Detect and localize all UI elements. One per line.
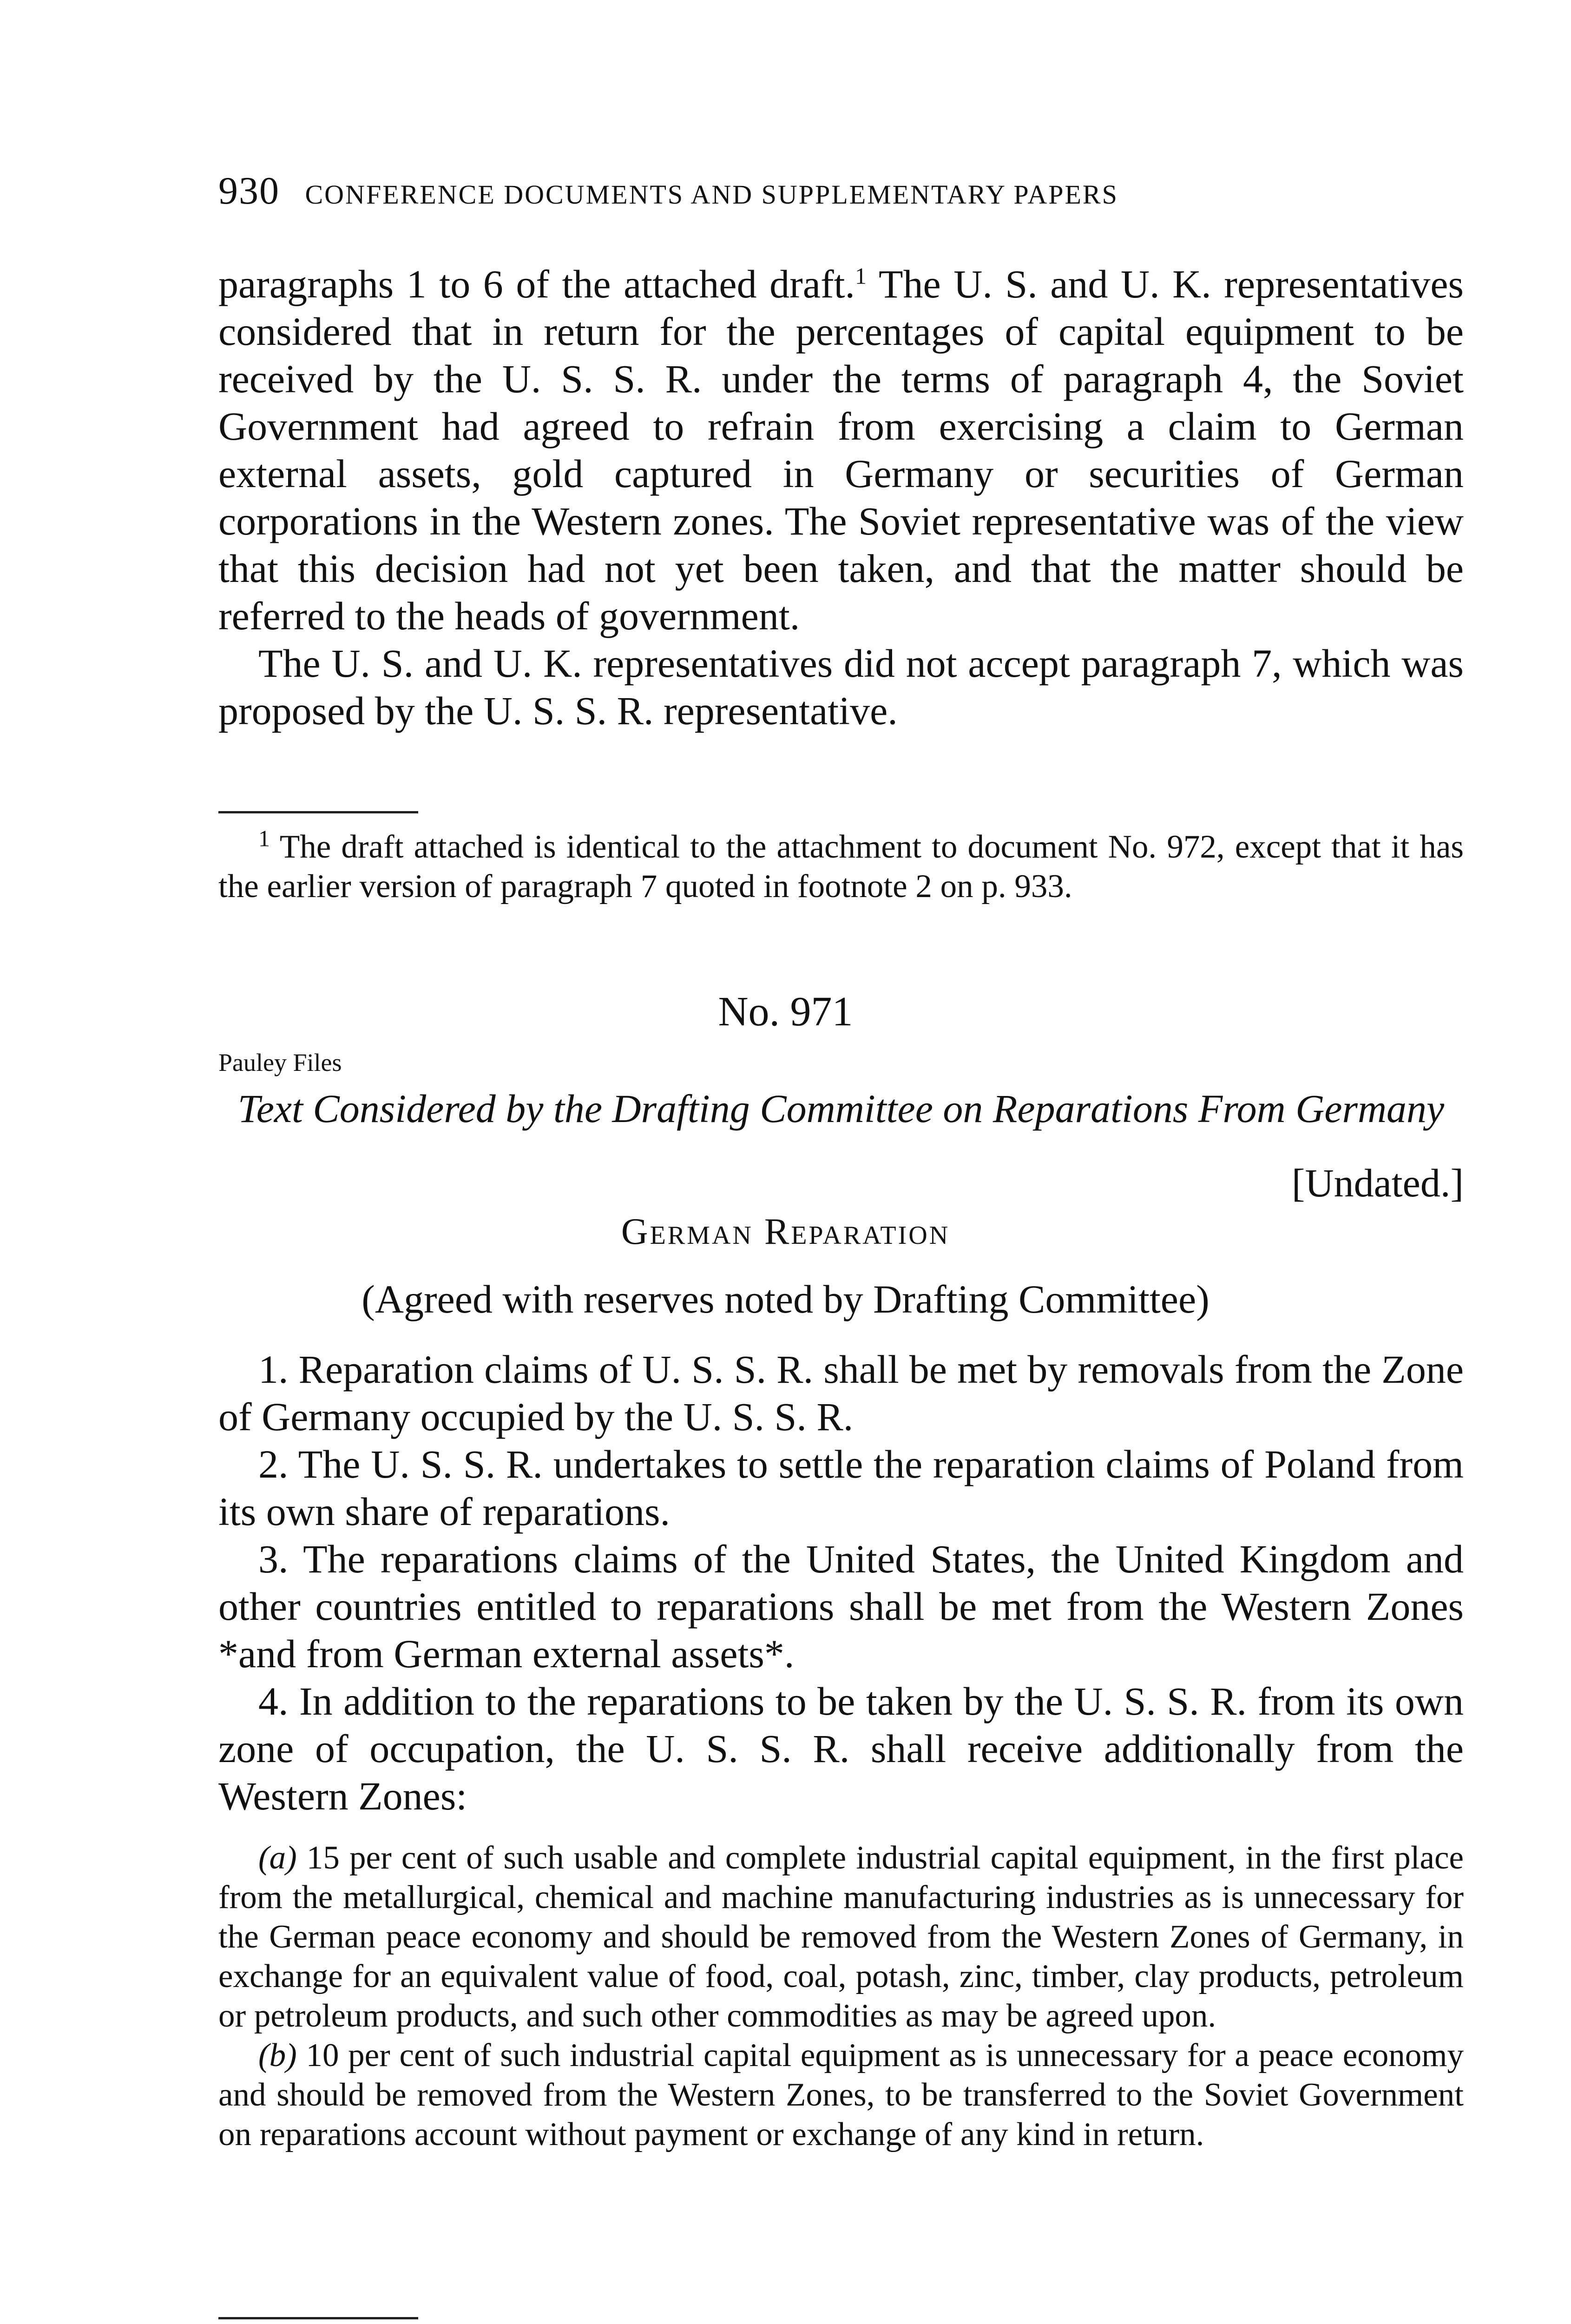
page-number: 930 [218,169,280,212]
sub-a-text: 15 per cent of such usable and complete industrial capital equipment, in the first place from the metallurgical, chemical and machine manufacturing industries as is unnecessary for the German peace economy and should be removed from the Western Zones of Germany, in exchange for an equivalent value of food, coal, potash, zinc, timber, clay products, petroleum or petroleum products, and such other commodities as may be agreed upon. [218,1840,1464,2034]
paragraph-4: 4. In addition to the reparations to be taken by the U. S. S. R. from its own zone of occupation, the U. S. S. R. shall receive additionally from the Western Zones: [218,1679,1464,1818]
running-title: CONFERENCE DOCUMENTS AND SUPPLEMENTARY PAPERS [305,179,1118,210]
reparation-paragraphs [218,1346,1464,1820]
sub-b-text: 10 per cent of such industrial capital equipment as is unnecessary for a peace economy and should be removed from the Western Zones, to be transferred to the Soviet Government on reparations account without payment or exchange of any kind in return. [218,2037,1464,2152]
sub-paragraphs [218,1838,1464,2154]
footnote-rule-2 [218,2317,418,2319]
continuation-text [218,260,1464,734]
document-number: No. 971 [718,989,853,1035]
para1-rest: The U. S. and U. K. representatives considered that in return for the percentages of capital equipment to be received by the U. S. S. R. under the terms of paragraph 4, the Soviet Government had agreed to refrain from exercising a claim to German external assets, gold captured in Germany or securities of German corporations in the Western zones. The Soviet representative was of the view that this decision had not yet been taken, and that the matter should be referred to the heads of government. [218,262,1464,638]
paragraph-3: 3. The reparations claims of the United States, the United Kingdom and other countries entitled to reparations shall be met from the Western Zones *and from German external assets*. [218,1537,1464,1676]
paragraph-1: 1. Reparation claims of U. S. S. R. shall be met by removals from the Zone of Germany occupied by the U. S. S. R. [218,1347,1464,1439]
document-date: [Undated.] [1291,1161,1464,1205]
para1-start: paragraphs 1 to 6 of the attached draft. [218,262,855,306]
section-subtitle: (Agreed with reserves noted by Drafting Committee) [362,1277,1209,1321]
document-title: Text Considered by the Drafting Committee on Reparations From Germany [237,1086,1445,1131]
page-header [218,168,1118,213]
footnote-rule-1 [218,811,418,813]
section-title: German Reparation [621,1211,950,1252]
paragraph-2: 2. The U. S. S. R. undertakes to settle the reparation claims of Poland from its own share of reparations. [218,1442,1464,1534]
footnote-marker-1: 1 [855,263,867,289]
footnote-1-marker: 1 [258,825,270,852]
sub-paragraph-b [218,2036,1464,2154]
sub-paragraph-a [218,1838,1464,2036]
source-label: Pauley Files [218,1049,342,1076]
sub-a-label: (a) [258,1840,297,1876]
footnote-1-text: The draft attached is identical to the attachment to document No. 972, except that it has the earlier version of paragraph 7 quoted in footnote 2 on p. 933. [218,829,1464,905]
continuation-paragraph-2: The U. S. and U. K. representatives did not accept paragraph 7, which was proposed by the U. S. S. R. representative. [218,641,1464,733]
sub-b-label: (b) [258,2037,297,2073]
footnote-1 [218,827,1464,906]
continuation-paragraph-1 [218,260,1464,640]
